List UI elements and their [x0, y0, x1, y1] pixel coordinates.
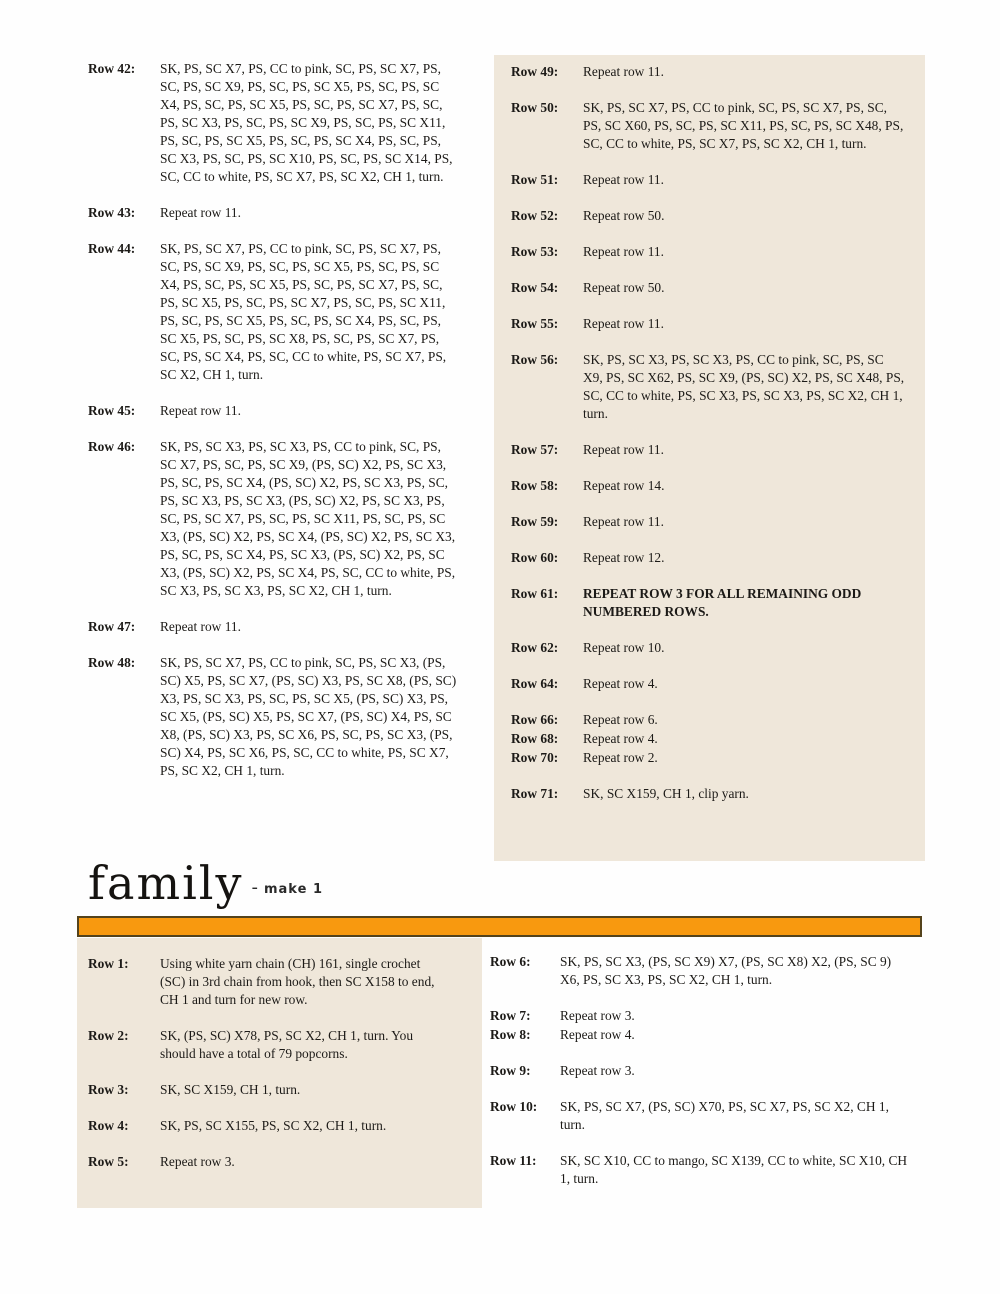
- row-instructions: Repeat row 50.: [583, 280, 665, 295]
- pattern-row: [88, 1027, 442, 1063]
- row-label: Row 2:: [88, 1028, 129, 1043]
- pattern-row: [88, 654, 460, 780]
- pattern-row: [511, 63, 905, 81]
- row-instructions: Repeat row 2.: [583, 750, 658, 765]
- row-instructions: Repeat row 11.: [583, 244, 664, 259]
- pattern-row: [88, 1117, 442, 1135]
- pattern-row: [88, 60, 460, 186]
- row-label: Row 59:: [511, 514, 559, 529]
- pattern-row: [511, 711, 905, 729]
- row-instructions: SK, SC X159, CH 1, turn.: [160, 1082, 301, 1097]
- pattern-row: [88, 204, 460, 222]
- pattern-row: [511, 243, 905, 261]
- row-label: Row 3:: [88, 1082, 129, 1097]
- row-label: Row 6:: [490, 954, 531, 969]
- pattern-row: [511, 477, 905, 495]
- row-label: Row 11:: [490, 1153, 537, 1168]
- row-label: Row 50:: [511, 100, 559, 115]
- row-label: Row 57:: [511, 442, 559, 457]
- row-label: Row 48:: [88, 655, 136, 670]
- row-label: Row 56:: [511, 352, 559, 367]
- pattern-row: [511, 675, 905, 693]
- row-label: Row 43:: [88, 205, 136, 220]
- row-instructions: SK, PS, SC X7, (PS, SC) X70, PS, SC X7, PS, SC X2, CH 1, turn.: [560, 1099, 889, 1132]
- row-label: Row 58:: [511, 478, 559, 493]
- row-instructions: SK, SC X10, CC to mango, SC X139, CC to white, SC X10, CH 1, turn.: [560, 1153, 908, 1186]
- row-instructions: Repeat row 14.: [583, 478, 665, 493]
- row-label: Row 46:: [88, 439, 136, 454]
- row-label: Row 54:: [511, 280, 559, 295]
- row-instructions: SK, PS, SC X3, PS, SC X3, PS, CC to pink, SC, PS, SC X9, PS, SC X62, PS, SC X9, (PS, SC) X2, PS, SC X48, PS, SC, CC to white, PS, SC X3, PS, SC X3, PS, SC X2, CH 1, turn.: [583, 352, 905, 421]
- row-instructions: SK, PS, SC X155, PS, SC X2, CH 1, turn.: [160, 1118, 387, 1133]
- row-instructions: SK, SC X159, CH 1, clip yarn.: [583, 786, 749, 801]
- row-label: Row 53:: [511, 244, 559, 259]
- pattern-row: [511, 171, 905, 189]
- row-label: Row 49:: [511, 64, 559, 79]
- pattern-row: [511, 315, 905, 333]
- row-instructions: Repeat row 11.: [583, 316, 664, 331]
- row-instructions: Repeat row 3.: [160, 1154, 235, 1169]
- row-instructions: Repeat row 11.: [583, 172, 664, 187]
- pattern-row: [88, 438, 460, 600]
- pattern-row: [490, 1062, 910, 1080]
- row-label: Row 42:: [88, 61, 136, 76]
- row-label: Row 47:: [88, 619, 136, 634]
- pattern-row: [88, 1153, 442, 1171]
- row-instructions: Repeat row 50.: [583, 208, 665, 223]
- row-instructions: Repeat row 10.: [583, 640, 665, 655]
- row-instructions: Repeat row 11.: [583, 442, 664, 457]
- row-instructions: REPEAT ROW 3 FOR ALL REMAINING ODD NUMBERED ROWS.: [583, 586, 862, 619]
- pattern-row: [88, 240, 460, 384]
- row-instructions: Repeat row 3.: [560, 1008, 635, 1023]
- row-label: Row 51:: [511, 172, 559, 187]
- row-label: Row 62:: [511, 640, 559, 655]
- row-instructions: SK, PS, SC X7, PS, CC to pink, SC, PS, SC X7, PS, SC, PS, SC X9, PS, SC, PS, SC X5, PS, SC, PS, SC X4, PS, SC, PS, SC X5, PS, SC, PS, SC X7, PS, SC, PS, SC X5, PS, SC, PS, SC X7, PS, SC, PS, SC X11, PS, SC, PS, SC X5, PS, SC, PS, SC X4, PS, SC, PS, SC X5, PS, SC, PS, SC X8, PS, SC, PS, SC X7, PS, SC, PS, SC X4, PS, SC, CC to white, PS, SC X7, PS, SC X2, CH 1, turn.: [160, 241, 447, 382]
- row-label: Row 4:: [88, 1118, 129, 1133]
- row-label: Row 61:: [511, 586, 559, 601]
- row-label: Row 70:: [511, 750, 559, 765]
- row-label: Row 60:: [511, 550, 559, 565]
- row-label: Row 8:: [490, 1027, 531, 1042]
- instruction-panel-bottom-left: [77, 938, 482, 1208]
- pattern-row: [511, 351, 905, 423]
- pattern-row: [511, 585, 905, 621]
- row-label: Row 52:: [511, 208, 559, 223]
- section-title: family: [88, 856, 244, 910]
- section-divider-bar: [77, 916, 922, 937]
- row-instructions: Repeat row 3.: [560, 1063, 635, 1078]
- pattern-row: [490, 1152, 910, 1188]
- row-instructions: Repeat row 11.: [583, 64, 664, 79]
- row-instructions: Repeat row 11.: [160, 205, 241, 220]
- row-instructions: SK, (PS, SC) X78, PS, SC X2, CH 1, turn. You should have a total of 79 popcorns.: [160, 1028, 414, 1061]
- pattern-row: [88, 618, 460, 636]
- row-instructions: Repeat row 11.: [583, 514, 664, 529]
- pattern-row: [490, 1098, 910, 1134]
- row-label: Row 68:: [511, 731, 559, 746]
- row-instructions: Repeat row 4.: [583, 676, 658, 691]
- row-label: Row 45:: [88, 403, 136, 418]
- pattern-row: [490, 1007, 910, 1025]
- row-label: Row 55:: [511, 316, 559, 331]
- row-instructions: Repeat row 4.: [560, 1027, 635, 1042]
- row-instructions: Repeat row 12.: [583, 550, 665, 565]
- instruction-column-bottom-right: [490, 953, 910, 1206]
- row-label: Row 66:: [511, 712, 559, 727]
- row-instructions: SK, PS, SC X3, (PS, SC X9) X7, (PS, SC X8) X2, (PS, SC 9) X6, PS, SC X3, PS, SC X2, CH 1, turn.: [560, 954, 892, 987]
- pattern-row: [88, 402, 460, 420]
- pattern-row: [511, 99, 905, 153]
- pattern-row: [511, 207, 905, 225]
- row-label: Row 7:: [490, 1008, 531, 1023]
- pattern-row: [511, 279, 905, 297]
- row-instructions: Repeat row 11.: [160, 403, 241, 418]
- row-instructions: Repeat row 4.: [583, 731, 658, 746]
- pattern-row: [511, 513, 905, 531]
- row-label: Row 44:: [88, 241, 136, 256]
- row-label: Row 9:: [490, 1063, 531, 1078]
- pattern-row: [511, 549, 905, 567]
- row-label: Row 1:: [88, 956, 129, 971]
- pattern-row: [511, 749, 905, 767]
- row-instructions: SK, PS, SC X7, PS, CC to pink, SC, PS, SC X7, PS, SC, PS, SC X60, PS, SC, PS, SC X11, PS, SC, PS, SC X48, PS, SC, CC to white, PS, SC X7, PS, SC X2, CH 1, turn.: [583, 100, 904, 151]
- pattern-row: [511, 441, 905, 459]
- pattern-row: [490, 1026, 910, 1044]
- heading-dash: -: [251, 877, 258, 898]
- row-instructions: Using white yarn chain (CH) 161, single crochet (SC) in 3rd chain from hook, then SC X158 to end, CH 1 and turn for new row.: [160, 956, 435, 1007]
- row-instructions: SK, PS, SC X7, PS, CC to pink, SC, PS, SC X7, PS, SC, PS, SC X9, PS, SC, PS, SC X5, PS, SC, PS, SC X4, PS, SC, PS, SC X5, PS, SC, PS, SC X7, PS, SC, PS, SC X3, PS, SC, PS, SC X9, PS, SC, PS, SC X11, PS, SC, PS, SC X5, PS, SC, PS, SC X4, PS, SC, PS, SC X3, PS, SC, PS, SC X10, PS, SC, PS, SC X14, PS, SC, CC to white, PS, SC X7, PS, SC X2, CH 1, turn.: [160, 61, 453, 184]
- row-instructions: Repeat row 6.: [583, 712, 658, 727]
- section-heading: [88, 858, 323, 908]
- row-instructions: Repeat row 11.: [160, 619, 241, 634]
- pattern-row: [511, 785, 905, 803]
- row-instructions: SK, PS, SC X3, PS, SC X3, PS, CC to pink, SC, PS, SC X7, PS, SC, PS, SC X9, (PS, SC) X2, PS, SC X3, PS, SC, PS, SC X4, (PS, SC) X2, PS, SC X3, PS, SC, PS, SC X3, PS, SC X3, (PS, SC) X2, PS, SC X3, PS, SC, PS, SC X7, PS, SC, PS, SC X11, PS, SC, PS, SC X3, (PS, SC) X2, PS, SC X4, (PS, SC) X2, PS, SC X3, PS, SC, PS, SC X4, PS, SC X3, (PS, SC) X2, PS, SC X3, (PS, SC) X2, PS, SC X4, PS, SC, CC to white, PS, SC X3, PS, SC X3, PS, SC X2, CH 1, turn.: [160, 439, 456, 598]
- instruction-panel-top-right: [494, 55, 925, 861]
- pattern-row: [88, 1081, 442, 1099]
- pattern-row: [490, 953, 910, 989]
- pattern-row: [511, 730, 905, 748]
- instruction-column-top-left: [88, 60, 460, 798]
- heading-make-count: make 1: [263, 882, 323, 897]
- row-label: Row 64:: [511, 676, 559, 691]
- pattern-row: [511, 639, 905, 657]
- row-label: Row 5:: [88, 1154, 129, 1169]
- pattern-row: [88, 955, 442, 1009]
- row-label: Row 10:: [490, 1099, 538, 1114]
- row-label: Row 71:: [511, 786, 559, 801]
- row-instructions: SK, PS, SC X7, PS, CC to pink, SC, PS, SC X3, (PS, SC) X5, PS, SC X7, (PS, SC) X3, PS, SC X8, (PS, SC) X3, PS, SC X3, PS, SC, PS, SC X5, (PS, SC) X3, PS, SC X5, (PS, SC) X5, PS, SC X7, (PS, SC) X4, PS, SC X8, (PS, SC) X3, PS, SC X6, PS, SC, PS, SC X3, (PS, SC) X4, PS, SC X6, PS, SC, CC to white, PS, SC X7, PS, SC X2, CH 1, turn.: [160, 655, 457, 778]
